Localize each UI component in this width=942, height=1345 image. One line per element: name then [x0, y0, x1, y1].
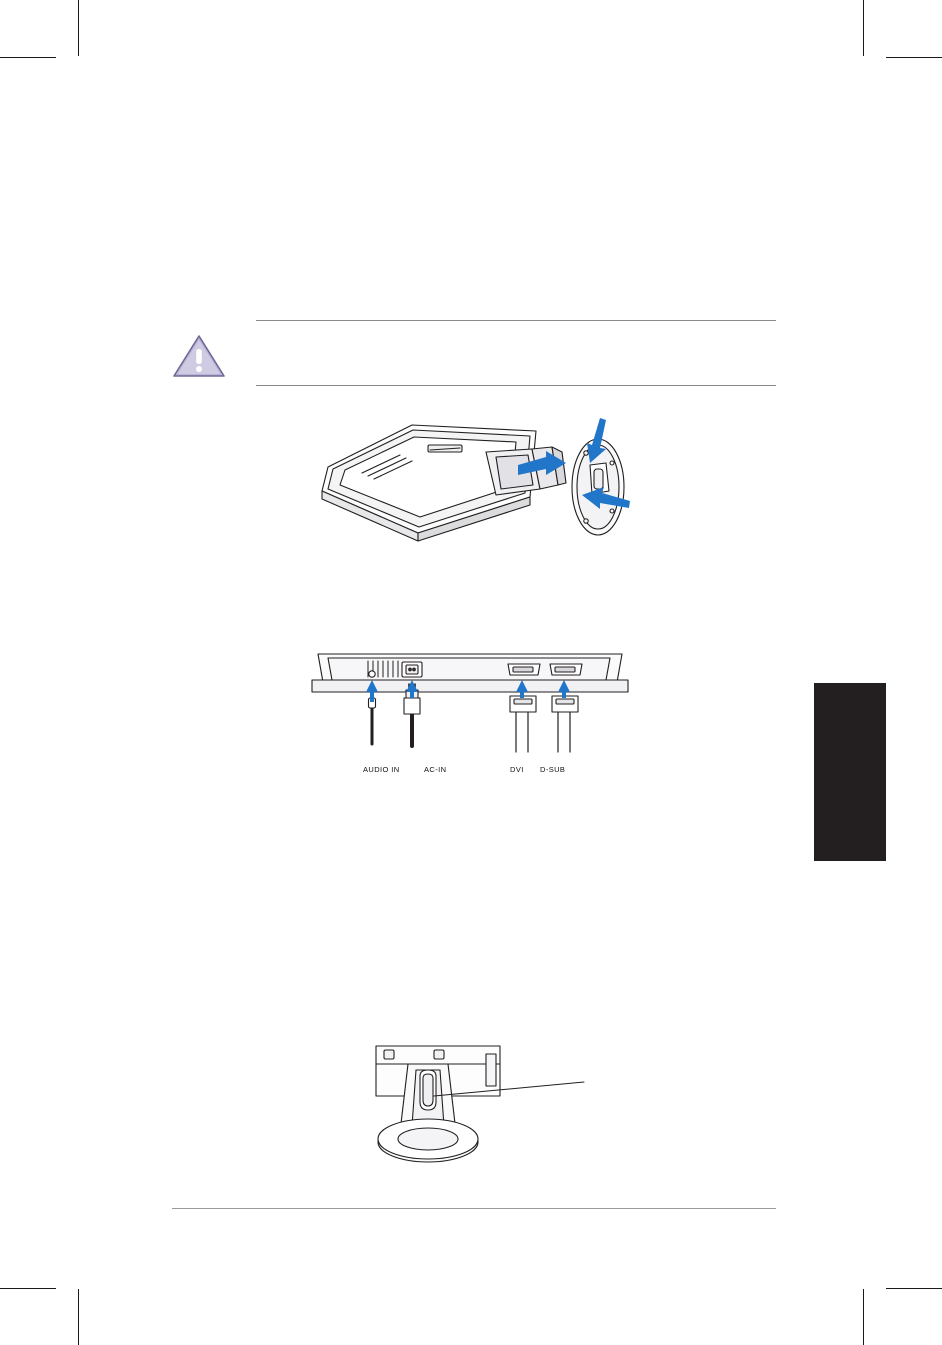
crop-mark-bottom-left-vertical	[78, 1289, 79, 1345]
caption-d-sub: D-SUB	[540, 765, 566, 774]
crop-mark-bottom-right-horizontal	[886, 1288, 942, 1289]
crop-mark-bottom-left-horizontal	[0, 1288, 56, 1289]
note-rule-top	[256, 320, 776, 321]
caption-ac-in: AC-IN	[424, 765, 447, 774]
monitor-base-assembly-diagram	[300, 405, 640, 565]
caption-audio-in: AUDIO IN	[363, 765, 400, 774]
crop-mark-top-left-horizontal	[0, 57, 56, 58]
rear-connector-panel-diagram	[310, 640, 630, 780]
caution-note-box	[172, 320, 776, 386]
footer-rule	[172, 1208, 776, 1209]
warning-triangle-icon	[172, 332, 228, 380]
crop-mark-bottom-right-vertical	[863, 1289, 864, 1345]
caption-dvi: DVI	[510, 765, 524, 774]
crop-mark-top-right-vertical	[863, 0, 864, 56]
stand-cable-management-diagram	[360, 1040, 600, 1170]
crop-mark-top-left-vertical	[78, 0, 79, 56]
chapter-side-tab	[814, 683, 886, 861]
crop-mark-top-right-horizontal	[886, 57, 942, 58]
note-rule-bottom	[256, 385, 776, 386]
